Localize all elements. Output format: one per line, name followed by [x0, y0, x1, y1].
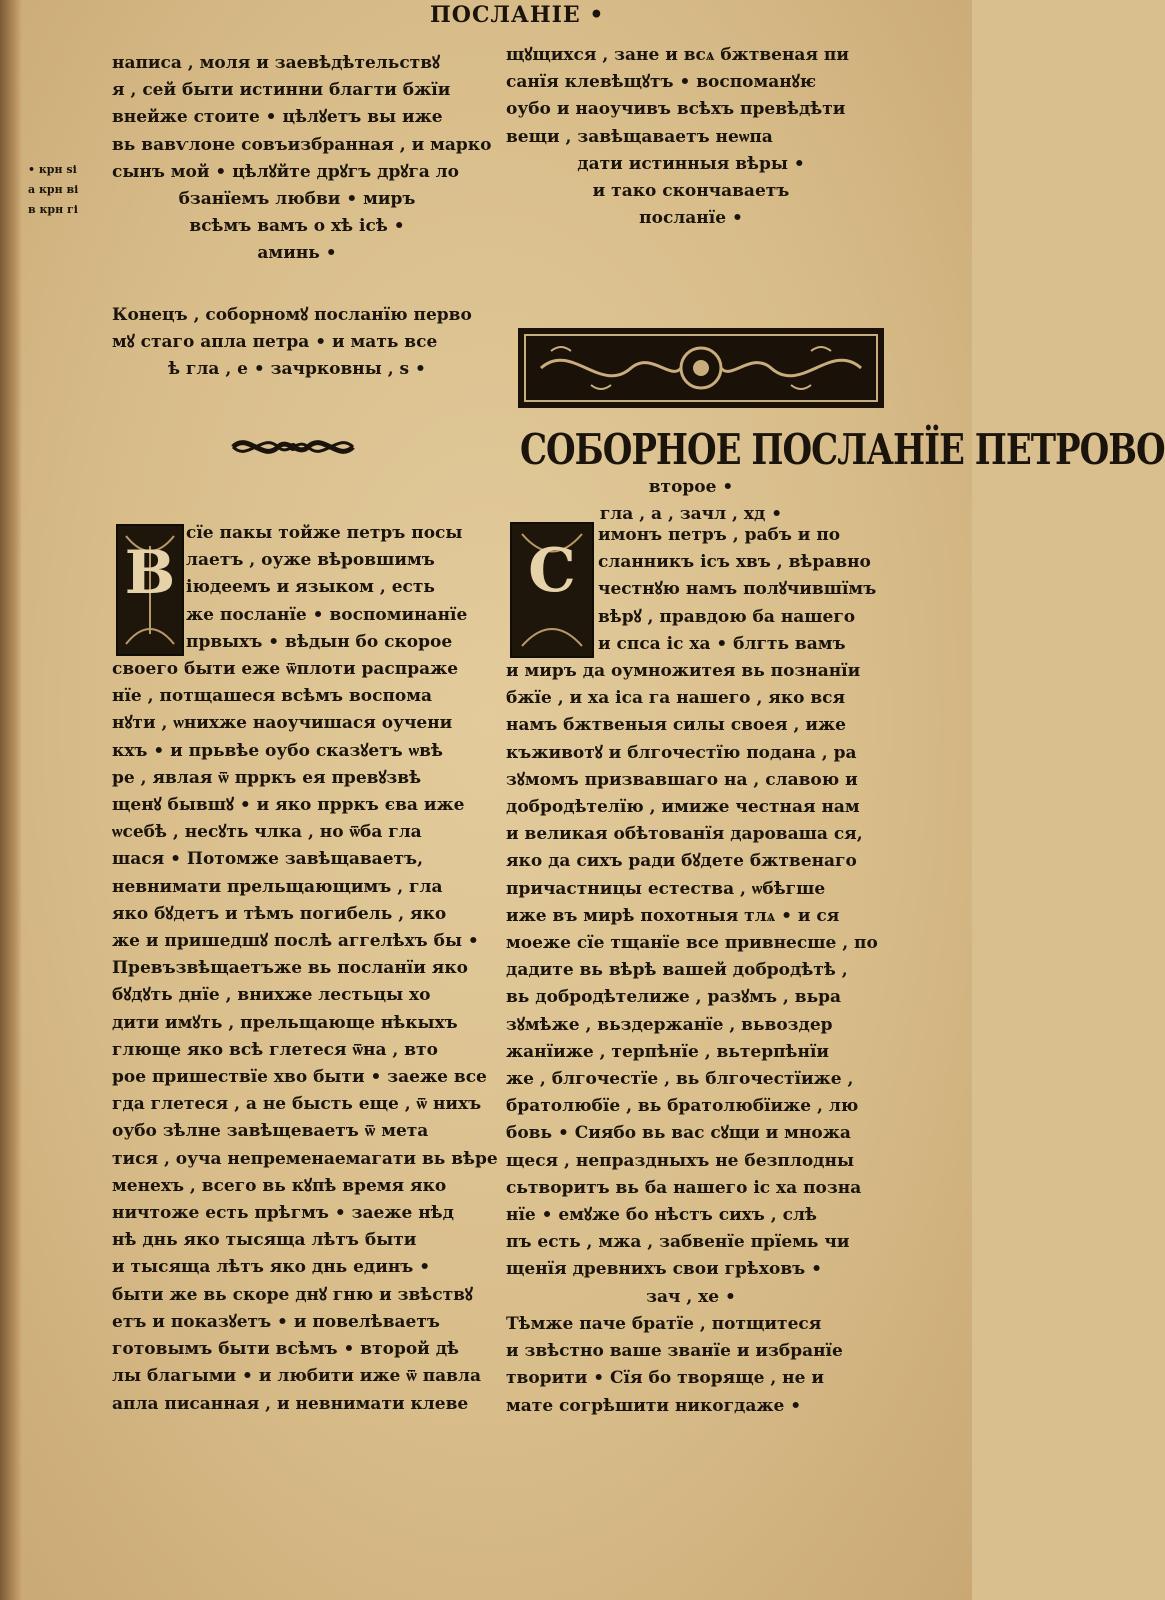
second-epistle-title: СОБОРНОЕ ПОСЛАНЇЕ ПЕТРОВО [520, 425, 1165, 475]
second-epistle-subtitle [506, 474, 876, 528]
text-line: нꙋти , ѡнихже наоучишася оучени [112, 713, 453, 734]
text-line: всѣмъ вамъ о хѣ ісѣ • [189, 216, 405, 237]
text-line: зач , хе • [646, 1286, 736, 1307]
text-line: щенꙋ бывшꙋ • и яко прркъ єва иже [112, 795, 465, 816]
text-line: аминь • [257, 243, 337, 264]
text-line: іюдеемъ и языком , есть [186, 577, 435, 598]
text-line: намъ бжтвеныя силы своея , иже [506, 715, 846, 736]
text-line: добродѣтелїю , имиже честная нам [506, 797, 860, 818]
initial-letter: В [124, 538, 176, 608]
text-line: вѣрꙋ , правдою ба нашего [598, 606, 856, 627]
text-line: быти же вь скоре днꙋ гню и звѣствꙋ [112, 1284, 473, 1305]
initial-letter: С [528, 536, 576, 606]
text-line: готовымъ быти всѣмъ • второй дѣ [112, 1339, 459, 1360]
text-line: зꙋмѣже , вьздержанїе , вьвоздер [506, 1014, 833, 1035]
text-line: и тако скончаваетъ [592, 181, 790, 202]
text-line: имонъ петръ , рабъ и по [598, 525, 841, 545]
margin-note-line: в крн гі [28, 203, 78, 216]
text-line: менехъ , всего вь кꙋпѣ время яко [112, 1175, 447, 1196]
text-line: нїе • емꙋже бо нѣстъ сихъ , слѣ [506, 1205, 817, 1226]
text-line: невнимати прельщающимъ , гла [112, 876, 443, 897]
text-line: же посланїе • воспоминанїе [186, 604, 468, 625]
text-line: гда глетеся , а не бысть еще , ѿ нихъ [112, 1094, 482, 1115]
text-line: яко да сихъ ради бꙋдете бжтвенаго [506, 851, 857, 872]
text-line: мꙋ стаго апла петра • и мать все [112, 332, 438, 353]
text-line: ѡсебѣ , несꙋть члка , но ѿба гла [112, 822, 422, 843]
text-line: зꙋмомъ призвавшаго на , славою и [506, 769, 858, 790]
text-line: и спса іс ха • блгть вамъ [598, 633, 846, 654]
text-line: вторoе • [648, 477, 734, 497]
text-line: вь добродѣтелиже , разꙋмъ , вьра [506, 987, 842, 1008]
text-line: и тысяща лѣтъ яко днь единъ • [112, 1257, 431, 1278]
margin-note-line: • крн ѕі [28, 163, 77, 176]
text-line: жанїиже , терпѣнїе , вьтерпѣнїи [506, 1041, 830, 1062]
text-line: гла , а , зачл , хд • [599, 504, 783, 525]
text-line: честнꙋю намъ полꙋчившїмъ [598, 579, 877, 600]
text-line: оубо зѣлне завѣщеваетъ ѿ мета [112, 1121, 429, 1142]
text-line: сьтворитъ вь ба нашего іс ха позна [506, 1177, 862, 1198]
text-line: нїе , потщашеся всѣмъ воспома [112, 686, 433, 707]
text-line: апла писанная , и невнимати клеве [112, 1393, 469, 1414]
text-line: ничтоже есть прѣгмъ • заеже нѣд [112, 1203, 454, 1224]
text-line: и великая обѣтованїя дароваша ся, [506, 824, 863, 845]
text-line: глюще яко всѣ глетеся ѿна , вто [112, 1039, 438, 1060]
text-line: вь вавѵлоне совъизбранная , и марко [112, 134, 492, 155]
text-line: шася • Потомже завѣщаваетъ, [112, 849, 424, 870]
right-main-text [506, 522, 876, 1420]
text-line: мате согрѣшити никогдаже • [506, 1395, 802, 1416]
text-line: сынъ мой • цѣлꙋйте дрꙋгъ дрꙋга ло [112, 161, 459, 182]
text-line: ре , явлая ѿ прркъ ея превꙋзвѣ [112, 767, 422, 788]
text-line: санїя клевѣщꙋтъ • воспоманꙋѥ [506, 72, 817, 93]
text-line: сланникъ ісъ хвъ , вѣравно [598, 552, 871, 573]
text-line: внейже стоите • цѣлꙋетъ вы иже [112, 107, 443, 128]
text-line: я , сей быти истинни благти бжїи [112, 80, 451, 101]
text-line: оубо и наоучивъ всѣхъ превѣдѣти [506, 99, 846, 120]
text-line: лы благыми • и любити иже ѿ павла [112, 1366, 481, 1387]
text-line: щꙋщихся , зане и всѧ бжтвеная пи [506, 45, 849, 65]
text-line: написа , моля и заевѣдѣтельствꙋ [112, 53, 441, 73]
right-column-top-text [506, 42, 876, 232]
text-line: и звѣстно ваше званїе и избранїе [506, 1341, 843, 1362]
left-column-top-text [112, 50, 492, 268]
text-line: тися , оучa непременаемагати вь вѣре [112, 1148, 498, 1169]
end-of-first-epistle [112, 302, 482, 384]
text-line: яко бꙋдетъ и тѣмъ погибель , яко [112, 903, 447, 924]
text-line: сїе пакы тойже петръ посы [186, 523, 463, 543]
text-line: дати истинныя вѣры • [577, 153, 805, 174]
ornamental-headpiece [518, 328, 884, 408]
text-line: дадите вь вѣрѣ вашей добродѣтѣ , [506, 960, 848, 981]
text-line: же и пришедшꙋ послѣ аггелѣхъ бы • [112, 931, 479, 952]
text-line: бзанїемъ любви • миръ [178, 189, 416, 210]
text-line: првыхъ • вѣдын бо скорое [186, 631, 453, 652]
text-line: творити • Сїя бо творяще , не и [506, 1368, 824, 1389]
text-line: Конецъ , соборномꙋ посланїю перво [112, 305, 472, 325]
text-line: причастницы естества , ѡбѣгше [506, 878, 826, 899]
text-line: нѣ днь яко тысяща лѣтъ быти [112, 1230, 417, 1251]
text-line: дити имꙋть , прельщающе нѣкыхъ [112, 1012, 458, 1033]
text-line: пъ есть , мжа , забвенїе прїемь чи [506, 1232, 850, 1253]
text-line: своего быти еже ѿплоти распраже [112, 659, 459, 680]
text-line: и миръ да оумножитея вь познанїи [506, 661, 861, 682]
text-line: же , блгочестїе , вь блгочестїиже , [506, 1069, 854, 1090]
text-line: щенїя древнихъ свои грѣховъ • [506, 1259, 822, 1280]
running-head: ПОСЛАНІЕ • [430, 2, 605, 28]
text-line: рое пришествїе хво быти • заеже все [112, 1067, 487, 1088]
text-line: бжїе , и ха іса га нашего , яко вся [506, 688, 846, 709]
text-line: етъ и показꙋетъ • и повелѣваетъ [112, 1311, 440, 1332]
text-line: ѣ гла , е • зачрковны , ѕ • [168, 359, 426, 380]
fleuron-ornament [228, 430, 358, 464]
text-line: вещи , завѣщаваетъ неѡпа [506, 126, 773, 147]
margin-note-line: а крн ві [28, 183, 79, 196]
text-line: бꙋдꙋть днїе , внихже лестьцы хо [112, 985, 431, 1006]
text-line: Превъзвѣщаетъже вь посланїи яко [112, 958, 468, 979]
text-line: моеже сїе тщанїе все привнесше , по [506, 933, 878, 954]
text-line: братолюбїе , вь братолюбїиже , лю [506, 1096, 859, 1117]
left-main-text [112, 520, 498, 1418]
text-line: иже въ мирѣ похотныя тлѧ • и ся [506, 905, 840, 926]
book-spine-edge [0, 0, 22, 1600]
text-line: къживотꙋ и блгочестїю подана , ра [506, 742, 857, 763]
text-line: Тѣмже паче братїе , потщитеся [506, 1313, 822, 1334]
text-line: посланїе • [639, 208, 743, 229]
text-line: щеся , непраздныхъ не безплодны [506, 1150, 855, 1171]
text-line: кхъ • и прьвѣе оубо сказꙋетъ ѡвѣ [112, 740, 443, 761]
text-line: лаетъ , оужe вѣровшимъ [186, 550, 435, 571]
margin-note [28, 160, 78, 220]
text-line: бовь • Сиябо вь вас сꙋщи и множа [506, 1123, 851, 1144]
